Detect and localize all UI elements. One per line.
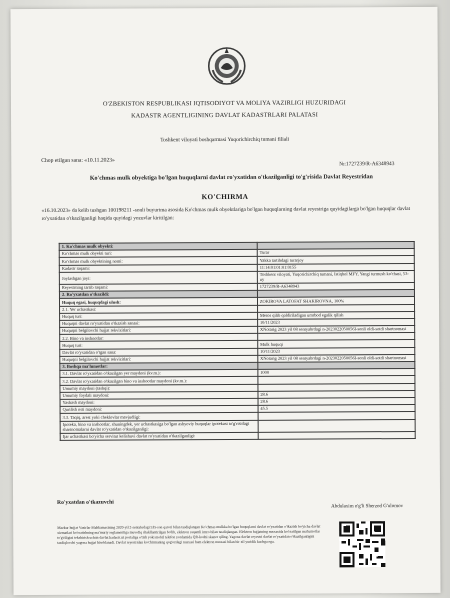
org-line-2: KADASTR AGENTLIGINING DAVLAT KADASTRLARI PALATASI <box>131 111 318 120</box>
field-label: Umumiy foydali maydoni: <box>60 391 258 399</box>
field-label: Ko'chmas mulk obyektining nomi: <box>59 257 257 265</box>
registry-number: №:1727239/R-A6348943 <box>339 161 395 168</box>
table-row <box>60 431 415 440</box>
field-label: Huquqni belgilovchi hujjat rekvizitlari: <box>60 326 258 334</box>
registrar-name: Abdulaxim o'g'li Sherzod G'ulomov <box>331 504 404 510</box>
field-label: 1. Ko'chmas mulk obyekti: <box>59 242 257 250</box>
registrar-label: Ro'yxatdan o'tkazuvchi <box>57 499 114 506</box>
field-value: 1000 <box>258 369 415 377</box>
field-label: Huquqni davlat ro'yxatidan o'tkazish sanasi: <box>60 319 258 327</box>
field-label: 2.1. Yer uchastkasi: <box>60 305 258 313</box>
field-label: Ko'chmas mulk obyekti turi: <box>59 250 257 258</box>
field-label: Davlat ro'yxatidan o'tgan sana: <box>60 348 258 356</box>
field-label: 3.1. Davlat ro'yxatidan o'tkazilgan yer maydoni (kv.m.): <box>60 370 258 378</box>
field-label: Joylashgan joyi: <box>59 271 257 284</box>
field-value: Turar <box>257 249 414 257</box>
field-value: 45.5 <box>258 405 415 413</box>
field-value: 28.6 <box>258 397 415 405</box>
field-label: 3.3. Taqiq, arest yoki cheklovlar mavjudligi: <box>60 413 258 421</box>
field-label: Ijar uchastkasi bo'yicha servitut kelishuvi davlat ro'yxatidan o'tkazilganligi: <box>60 432 258 440</box>
field-label: 2. Ro'yxatdan o'tkazildi: <box>59 290 257 298</box>
document-title: Ko'chmas mulk obyektiga bo'lgan huquqlarni davlat ro'yxatidan o'tkazilganligi to'g'risida Davlat Reyestridan <box>89 174 373 182</box>
intro-paragraph: «16.10.2023» da kelib tushgan 100198211 -sonli buyurtma asosida Ko'chmas mulk obyektlariga bo'lgan huquqlarning davlat reyestriga quyidagilarga bo'lgan huquqlar davlat ro'yxatidan o'tkazilganligi haqida quyidagi yozuvlar kiritilgan: <box>41 206 411 223</box>
field-value <box>258 419 415 432</box>
field-value <box>258 431 415 439</box>
field-value: 1727239/R-A6348943 <box>257 282 414 290</box>
field-label: Kadastr raqami: <box>59 264 257 272</box>
state-emblem-icon <box>207 46 247 86</box>
field-label: Umumiy maydoni (tashqi): <box>60 384 258 392</box>
field-value: XNotarig 2023 yil 08 sentyabrdagi n-2023022050056I-sonli oldi-sotdi shartnomasi <box>257 326 414 334</box>
field-label: Huquq turi: <box>60 312 258 320</box>
field-label: 2.2. Bino va inshootlar: <box>60 334 258 342</box>
org-line-1: O'ZBEKISTON RESPUBLIKASI IQTISODIYOT VA MOLIYA VAZIRLIGI HUZURIDAGI <box>103 99 346 108</box>
field-label: Ipoteka, bino va inshootlar, shuningdek, yer uchastkasiga bo'lgan ashyoviy huquqlar ipotekasi to'g'risidagi shartnomalarni davlat ro'yxatidan o'tkazilganligi: <box>60 420 258 433</box>
field-label: Huquq turi: <box>60 341 258 349</box>
field-value: 10/11/2023 <box>258 347 415 355</box>
field-label: Yashash maydoni: <box>60 398 258 406</box>
field-value: 11:14:01:01:01:0155 <box>257 263 414 271</box>
document-subtitle: KO'CHIRMA <box>201 192 249 202</box>
field-value: 28.6 <box>258 390 415 398</box>
field-value: Meros qilib qoldiriladigan umrbod egalik qilish <box>257 311 414 319</box>
field-value: 10/11/2023 <box>257 318 414 326</box>
field-value: Toshkent viloyati, Yuqorichirchiq tumani, Istiqbol MFY, Yangi turmush ko'chasi, 53-uy <box>257 270 414 283</box>
field-label: Qurilish osti maydoni: <box>60 405 258 413</box>
field-value: Yakka tartibdagi turarjoy <box>257 256 414 264</box>
registry-table <box>59 241 416 441</box>
legal-footnote: Mazkur hujjat Vazirlar Mahkamasining 2020-yil 2-sentabrdagi 535-son qarori bilan tasdiqlangan Ko'chmas mulkka bo'lgan huquqlarni davlat ro'yxatidan o'tkazish bo'yicha davlat xizmatlari ko'rsatishning ma'muriy reglamentiga muvofiq shakllantirilgan bo'lib, elektron raqamli imzo bilan tasdiqlangan. Elektron hujjatning nusxasida ko'rsatilgan ma'lumotlar to'g'riligini tekshirish uchun davlat.kadastr.uz portaliga o'tish yoki mobil telefon yordamida QR-kodni skaner qiling. Yagona davlat reyestri davlat ro'yxatidan o'tkazilganligini tasdiqlovchi yagona hujjat hisoblanadi. Davlat reyestridan ko'chirmaning qog'ozdagi nusxasi ham elektron nusxasi bilan bir xil yuridik kuchga ega. <box>57 524 321 545</box>
field-value: ZOKIROVA LATOFAT SHAKIROVNA, 100% <box>257 297 414 305</box>
field-label: 3.2. Davlat ro'yxatidan o'tkazilgan bino va inshootlar maydoni (kv.m.): <box>60 377 258 385</box>
branch-name: Toshkent viloyati boshqarmasi Yuqorichirchiq tumani filiali <box>160 136 290 144</box>
issue-date: Chop etilgan sana: «10.11.2023» <box>41 157 115 164</box>
field-label: 3. Boshqa ma'lumotlar: <box>60 362 258 370</box>
field-value: Mulk huquqi <box>258 340 415 348</box>
field-label: Huquqni belgilovchi hujjat rekvizitlari: <box>60 355 258 363</box>
field-label: Huquq egasi, huquqdagi ulush: <box>59 298 257 306</box>
qr-code-icon[interactable] <box>339 521 385 567</box>
field-value: XNotarig 2023 yil 08 sentyabrdagi n-2023022050056I-sonli oldi-sotdi shartnomasi <box>258 354 415 362</box>
field-label: Reyestrning tartib raqami: <box>59 283 257 291</box>
document-sheet <box>10 7 440 595</box>
